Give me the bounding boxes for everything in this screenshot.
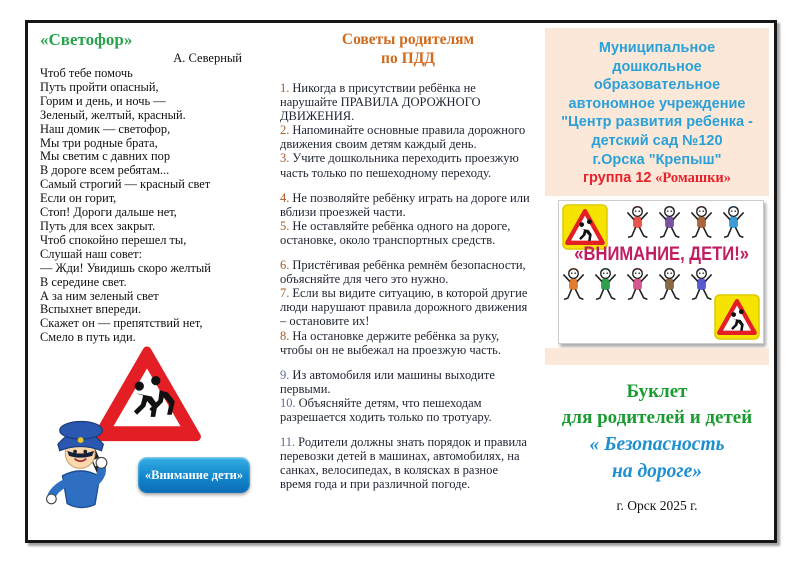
tip-text: Объясняйте детям, что пешеходам разрешается ходить только по тротуару. bbox=[280, 395, 492, 424]
tip-number: 7. bbox=[280, 286, 290, 301]
poem-line: В дороге всем ребятам... bbox=[40, 163, 170, 178]
booklet-footer: г. Орск 2025 г. bbox=[616, 498, 698, 513]
kid-figure-icon bbox=[626, 267, 649, 304]
kid-figure-icon bbox=[690, 267, 713, 304]
tip-text: На остановке держите ребёнка за руку, чтобы он не выбежал на проезжую часть. bbox=[280, 328, 501, 357]
group-name: «Ромашки» bbox=[651, 170, 732, 187]
kid-figure-icon bbox=[658, 267, 681, 304]
tip-item bbox=[280, 191, 530, 219]
tip-item bbox=[280, 123, 530, 151]
organization-name-line: г.Орска "Крепыш" bbox=[592, 151, 722, 168]
poem-line: Стоп! Дороги дальше нет, bbox=[40, 205, 177, 220]
poster-banner-text: «ВНИМАНИЕ, ДЕТИ!» bbox=[574, 243, 749, 265]
tip-number: 8. bbox=[280, 328, 290, 343]
tip-item bbox=[280, 81, 530, 123]
poem-line: А за ним зеленый свет bbox=[40, 288, 159, 303]
tip-item bbox=[280, 219, 530, 247]
tip-item bbox=[280, 368, 530, 396]
brochure-page bbox=[25, 20, 777, 543]
poem-line: Если он горит, bbox=[40, 191, 117, 206]
tip-number: 10. bbox=[280, 395, 296, 410]
attention-children-poster bbox=[558, 200, 764, 344]
booklet-subtitle-line2: на дороге» bbox=[612, 461, 702, 482]
poem-line: Смело в путь иди. bbox=[40, 330, 136, 345]
poem-author: А. Северный bbox=[173, 51, 242, 65]
tips-title-line2: по ПДД bbox=[381, 50, 435, 67]
tip-text: Напоминайте основные правила дорожного движения своим детям каждый день. bbox=[280, 123, 526, 152]
poem-line: Путь для всех закрыт. bbox=[40, 218, 156, 233]
children-crossing-sign-icon bbox=[714, 294, 760, 340]
tips-title bbox=[280, 30, 536, 68]
tip-number: 9. bbox=[280, 367, 290, 382]
poem-line: Наш домик — светофор, bbox=[40, 121, 171, 136]
kid-figure-icon bbox=[690, 205, 713, 242]
organization-name-line: Муниципальное bbox=[598, 40, 716, 56]
poem-line: Мы светим с давних пор bbox=[40, 149, 171, 164]
poem-line: Чтоб тебе помочь bbox=[40, 66, 133, 80]
tip-item bbox=[280, 286, 530, 328]
badge-label: «Внимание дети» bbox=[144, 467, 244, 482]
organization-header bbox=[545, 28, 769, 196]
tip-item bbox=[280, 329, 530, 357]
organization-name-line: образовательное bbox=[593, 77, 721, 94]
organization-name-line: автономное учреждение bbox=[568, 95, 746, 112]
poem-line: Мы три родные брата, bbox=[40, 135, 158, 150]
poem-text bbox=[40, 67, 270, 345]
tip-text: Не позволяйте ребёнку играть на дороге или вблизи проезжей части. bbox=[280, 190, 530, 219]
poem-line: Горим и день, и ночь — bbox=[40, 93, 166, 108]
tip-number: 2. bbox=[280, 123, 290, 138]
tip-number: 4. bbox=[280, 190, 290, 205]
kid-figure-icon bbox=[722, 205, 745, 242]
poem-line: Самый строгий — красный свет bbox=[40, 177, 211, 192]
poem-line: Зеленый, желтый, красный. bbox=[40, 107, 186, 122]
poem-line: В середине свет. bbox=[40, 274, 127, 289]
tips-title-line1: Советы родителям bbox=[341, 31, 475, 48]
poem-line: Путь пройти опасный, bbox=[40, 79, 159, 94]
kid-figure-icon bbox=[658, 205, 681, 242]
tip-text: Если вы видите ситуацию, в которой другие люди нарушают правила дорожного движения – остановите их! bbox=[280, 286, 528, 329]
middle-column bbox=[280, 23, 536, 540]
poem-title: «Светофор» bbox=[40, 30, 133, 49]
tips-list bbox=[280, 81, 530, 491]
poem-line: Вспыхнет впереди. bbox=[40, 302, 142, 317]
tip-item bbox=[280, 435, 530, 491]
decorative-strip bbox=[545, 348, 769, 365]
tip-number: 3. bbox=[280, 151, 290, 166]
tip-item bbox=[280, 396, 530, 424]
tip-number: 1. bbox=[280, 81, 290, 95]
tip-text: Учите дошкольника переходить проезжую часть только по пешеходному переходу. bbox=[280, 151, 519, 180]
poem-line: — Жди! Увидишь скоро желтый bbox=[40, 260, 211, 275]
tip-text: Пристёгивая ребёнка ремнём безопасности, объясняйте для чего это нужно. bbox=[280, 258, 526, 287]
policeman-icon bbox=[40, 409, 124, 511]
organization-name-line: детский сад №120 bbox=[591, 132, 723, 149]
organization-name-line: "Центр развития ребенка - bbox=[561, 114, 753, 131]
tip-number: 11. bbox=[280, 435, 296, 450]
booklet-title-block bbox=[545, 379, 769, 514]
traffic-policeman-illustration bbox=[40, 409, 124, 511]
kid-figure-icon bbox=[626, 205, 649, 242]
poem-line: Слушай наш совет: bbox=[40, 246, 143, 261]
poem-line: Скажет он — препятствий нет, bbox=[40, 316, 203, 331]
group-line bbox=[547, 169, 767, 188]
kid-figure-icon bbox=[562, 267, 585, 304]
organization-name-line: дошкольное bbox=[612, 58, 702, 75]
tip-text: Никогда в присутствии ребёнка не нарушайте ПРАВИЛА ДОРОЖНОГО ДВИЖЕНИЯ. bbox=[280, 81, 481, 124]
tip-number: 5. bbox=[280, 218, 290, 233]
tip-item bbox=[280, 258, 530, 286]
right-column bbox=[545, 23, 769, 540]
attention-children-badge bbox=[138, 457, 250, 493]
booklet-title-line1: Буклет bbox=[626, 381, 688, 402]
left-column bbox=[40, 23, 270, 540]
tip-item bbox=[280, 151, 530, 179]
poem-line: Чтоб спокойно перешел ты, bbox=[40, 232, 187, 247]
tip-text: Родители должны знать порядок и правила перевозки детей в машинах, автомобилях, на санках, велосипедах, в колясках в разное время года и при различной погоде. bbox=[280, 435, 527, 492]
tip-number: 6. bbox=[280, 258, 290, 273]
organization-name bbox=[547, 39, 767, 169]
tip-text: Из автомобиля или машины выходите первыми. bbox=[280, 367, 495, 396]
booklet-title-line2: для родителей и детей bbox=[561, 407, 753, 428]
tip-text: Не оставляйте ребёнка одного на дороге, остановке, около транспортных средств. bbox=[280, 218, 511, 247]
kid-figure-icon bbox=[594, 267, 617, 304]
booklet-subtitle-line1: « Безопасность bbox=[589, 434, 725, 455]
group-number: группа 12 bbox=[582, 170, 652, 187]
